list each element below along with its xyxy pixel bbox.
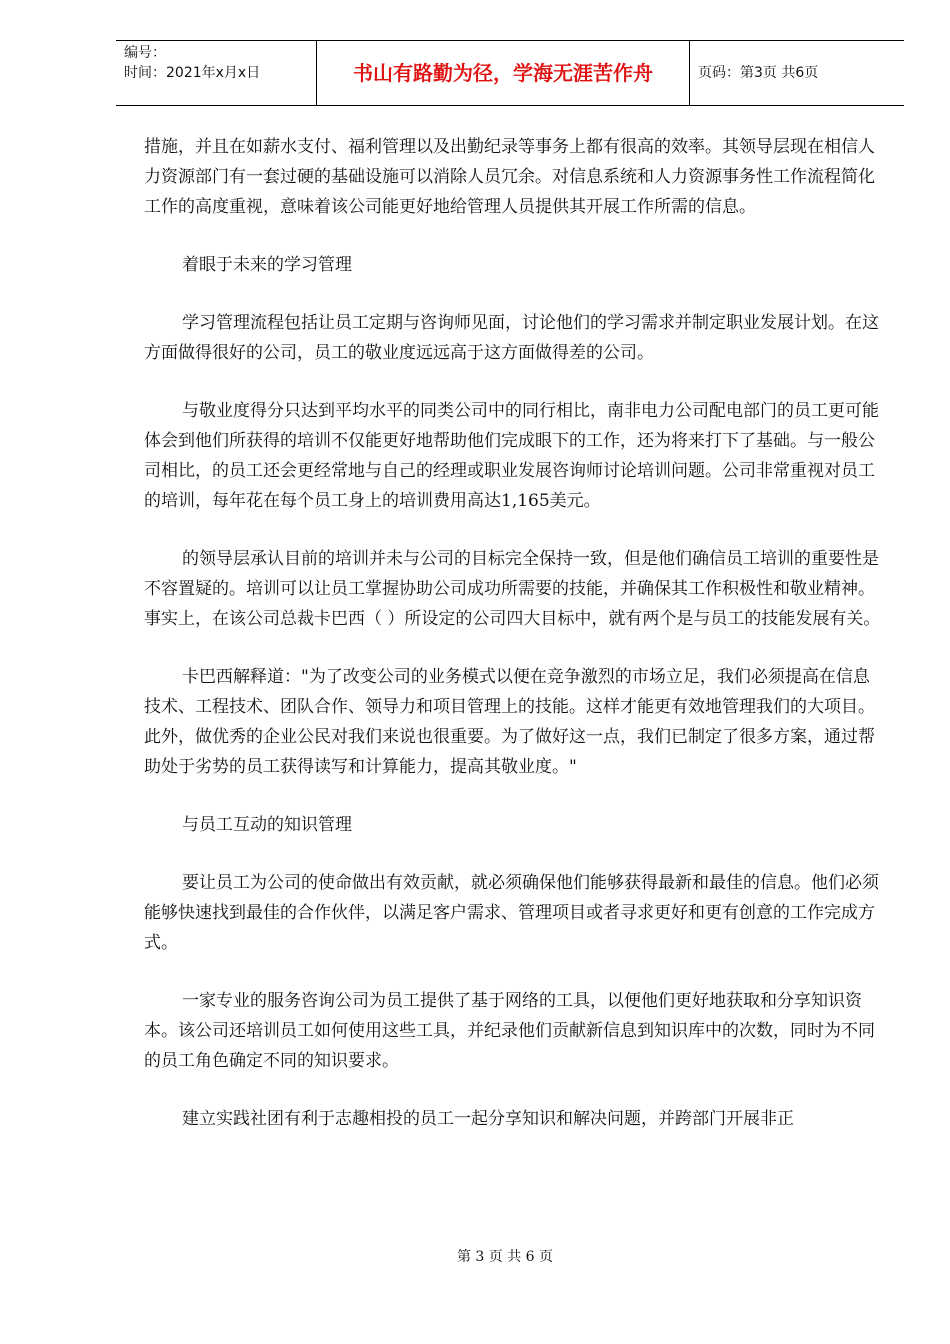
- paragraph-truncated: 建立实践社团有利于志趣相投的员工一起分享知识和解决问题，并跨部门开展非正: [182, 1109, 794, 1129]
- page-header: [116, 40, 904, 106]
- section-heading-knowledge: 与员工互动的知识管理: [182, 815, 352, 835]
- header-meta: [116, 41, 316, 105]
- paragraph-continued: 措施，并且在如薪水支付、福利管理以及出勤纪录等事务上都有很高的效率。其领导层现在相信人力资源部门有一套过硬的基础设施可以消除人员冗余。对信息系统和人力资源事务性工作流程简化工作的高度重视，意味着该公司能更好地给管理人员提供其开展工作所需的信息。: [144, 137, 875, 217]
- document-number-label: 编号：: [124, 45, 166, 61]
- document-body: [144, 132, 884, 1162]
- paragraph: 学习管理流程包括让员工定期与咨询师见面，讨论他们的学习需求并制定职业发展计划。在这方面做得很好的公司，员工的敬业度远远高于这方面做得差的公司。: [144, 313, 879, 363]
- header-page-number: 页码：第3页 共6页: [698, 65, 819, 81]
- header-motto: 书山有路勤为径，学海无涯苦作舟: [316, 41, 690, 105]
- paragraph: 一家专业的服务咨询公司为员工提供了基于网络的工具，以便他们更好地获取和分享知识资本。该公司还培训员工如何使用这些工具，并纪录他们贡献新信息到知识库中的次数，同时为不同的员工角色确定不同的知识要求。: [144, 991, 875, 1071]
- page-footer: 第 3 页 共 6 页: [456, 1249, 554, 1265]
- paragraph: 的领导层承认目前的培训并未与公司的目标完全保持一致，但是他们确信员工培训的重要性是不容置疑的。培训可以让员工掌握协助公司成功所需要的技能，并确保其工作积极性和敬业精神。事实上，在该公司总裁卡巴西（ ）所设定的公司四大目标中，就有两个是与员工的技能发展有关。: [144, 549, 881, 629]
- paragraph: 要让员工为公司的使命做出有效贡献，就必须确保他们能够获得最新和最佳的信息。他们必须能够快速找到最佳的合作伙伴，以满足客户需求、管理项目或者寻求更好和更有创意的工作完成方式。: [144, 873, 879, 953]
- document-date-label: 时间：2021年x月x日: [124, 65, 261, 81]
- paragraph-quote: 卡巴西解释道："为了改变公司的业务模式以便在竞争激烈的市场立足，我们必须提高在信息技术、工程技术、团队合作、领导力和项目管理上的技能。这样才能更有效地管理我们的大项目。此外，做优秀的企业公民对我们来说也很重要。为了做好这一点，我们已制定了很多方案，通过帮助处于劣势的员工获得读写和计算能力，提高其敬业度。": [144, 667, 875, 777]
- paragraph: 与敬业度得分只达到平均水平的同类公司中的同行相比，南非电力公司配电部门的员工更可能体会到他们所获得的培训不仅能更好地帮助他们完成眼下的工作，还为将来打下了基础。与一般公司相比，的员工还会更经常地与自己的经理或职业发展咨询师讨论培训问题。公司非常重视对员工的培训，每年花在每个员工身上的培训费用高达1,165美元。: [144, 401, 879, 511]
- section-heading-learning: 着眼于未来的学习管理: [182, 255, 352, 275]
